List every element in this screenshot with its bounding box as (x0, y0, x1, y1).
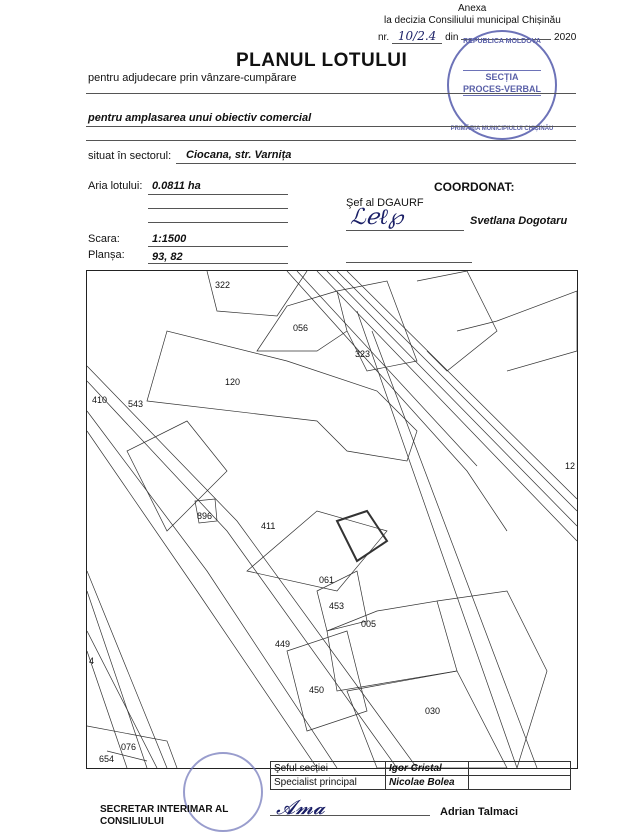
decision-label: la decizia Consiliului municipal Chișinău (384, 15, 561, 26)
scale-value: 1:1500 (152, 233, 187, 245)
scale-label: Scara: (88, 233, 120, 245)
location-value: Ciocana, str. Varnița (186, 149, 292, 161)
secretary-line2: CONSILIULUI (100, 816, 164, 827)
signature-name: Igor Cristal (386, 762, 469, 776)
rule (148, 222, 288, 223)
area-value: 0.0811 ha (152, 180, 201, 192)
rule (346, 262, 472, 263)
signature-role: Specialist principal (271, 776, 386, 790)
parcel-label: 076 (121, 742, 137, 752)
coordonat-name: Svetlana Dogotaru (470, 215, 568, 227)
parcel-label: 005 (361, 619, 377, 629)
parcel-label: 030 (425, 706, 441, 716)
signature-role: Şeful secției (271, 762, 386, 776)
rule (148, 208, 288, 209)
parcel-label: 061 (319, 575, 335, 585)
parcel-label: 453 (329, 601, 345, 611)
cadastral-map (86, 270, 578, 769)
parcel-label: 654 (99, 754, 115, 764)
stamp-top-text: REPUBLICA MOLDOVA (463, 38, 541, 45)
signature-space (469, 762, 571, 776)
document-title: PLANUL LOTULUI (236, 50, 408, 71)
official-stamp (447, 30, 557, 140)
rule (176, 163, 576, 164)
parcel-label: 4 (89, 656, 95, 666)
secretary-title (100, 804, 228, 828)
signature-space (469, 776, 571, 790)
parcel-label: 323 (355, 349, 371, 359)
coordonat-role: Şef al DGAURF (346, 197, 424, 209)
parcel-label: 12 (565, 461, 576, 471)
stamp-center-line2: PROCES-VERBAL (463, 84, 542, 94)
rule (148, 246, 288, 247)
stamp-center-line1: SECȚIA (485, 72, 519, 82)
secretary-line1: SECRETAR INTERIMAR AL (100, 804, 229, 815)
rule (148, 263, 288, 264)
map-drawing (87, 271, 577, 768)
parcel-label: 450 (309, 685, 325, 695)
parcel-label: 322 (215, 280, 231, 290)
parcel-label: 056 (293, 323, 309, 333)
area-label: Aria lotului: (88, 180, 143, 192)
nr-value: 10/2.4 (392, 29, 442, 44)
parcel-label: 120 (225, 377, 241, 387)
annex-label: Anexa (458, 3, 487, 14)
nr-label: nr. (378, 32, 390, 43)
parcel-label: 411 (261, 521, 276, 531)
rule (148, 194, 288, 195)
purpose-text: pentru adjudecare prin vânzare-cumpărare (88, 72, 297, 84)
sheet-label: Planșa: (88, 249, 125, 261)
parcel-label: 896 (197, 511, 213, 521)
sheet-value: 93, 82 (152, 251, 183, 263)
rule (270, 815, 430, 816)
location-label: situat în sectorul: (88, 150, 172, 162)
rule (86, 140, 576, 141)
signature-name: Nicolae Bolea (386, 776, 469, 790)
year: 2020 (554, 32, 577, 43)
secretary-signature: 𝓐𝓶𝓪 (276, 795, 325, 819)
parcel-label: 410 (92, 395, 108, 405)
din-label: din (445, 32, 459, 43)
rule (86, 93, 576, 94)
rule (86, 126, 576, 127)
coordonat-signature: ℒℯℓ℘ (350, 205, 404, 230)
rule (346, 230, 464, 231)
signature-row (271, 762, 571, 776)
signature-table (270, 761, 571, 790)
secretary-name: Adrian Talmaci (440, 806, 519, 818)
stamp-bottom-text: PRIMĂRIA MUNICIPIULUI CHIȘINĂU (450, 126, 554, 132)
object-text: pentru amplasarea unui obiectiv comercial (88, 112, 312, 124)
parcel-label: 543 (128, 399, 144, 409)
coordonat-title: COORDONAT: (434, 180, 515, 194)
parcel-label: 449 (275, 639, 291, 649)
signature-row (271, 776, 571, 790)
